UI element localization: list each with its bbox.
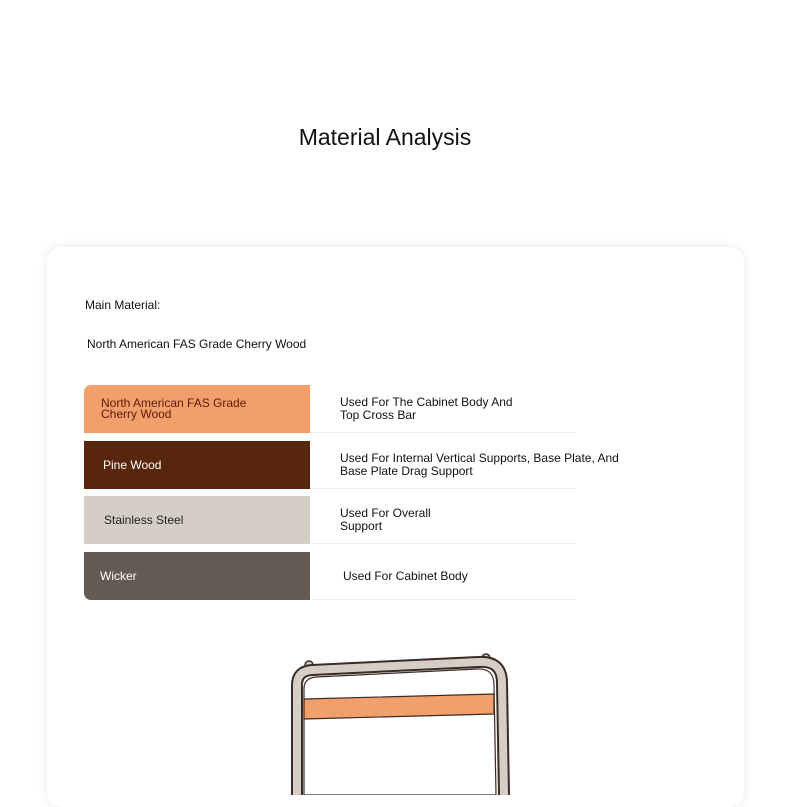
row-divider	[310, 543, 576, 544]
material-use: Used For Overall Support	[340, 506, 431, 533]
material-swatch	[84, 552, 310, 600]
page-title: Material Analysis	[298, 124, 472, 150]
material-name: North American FAS Grade Cherry Wood	[101, 396, 247, 421]
row-divider	[310, 599, 576, 600]
material-name: Wicker	[100, 568, 137, 583]
row-divider	[310, 488, 576, 489]
material-use: Used For Cabinet Body	[343, 568, 468, 583]
material-use: Used For Internal Vertical Supports, Base Plate, And Base Plate Drag Support	[340, 451, 619, 478]
material-name: Pine Wood	[103, 457, 162, 472]
material-swatch	[84, 441, 310, 489]
material-name: Stainless Steel	[104, 512, 184, 527]
main-material-label: Main Material:	[85, 298, 161, 312]
cabinet-drawing	[280, 645, 520, 795]
material-swatch	[84, 385, 310, 433]
main-material-value: North American FAS Grade Cherry Wood	[87, 337, 307, 351]
row-divider	[310, 432, 576, 433]
material-use: Used For The Cabinet Body And Top Cross Bar	[340, 395, 513, 422]
material-swatch	[84, 496, 310, 544]
